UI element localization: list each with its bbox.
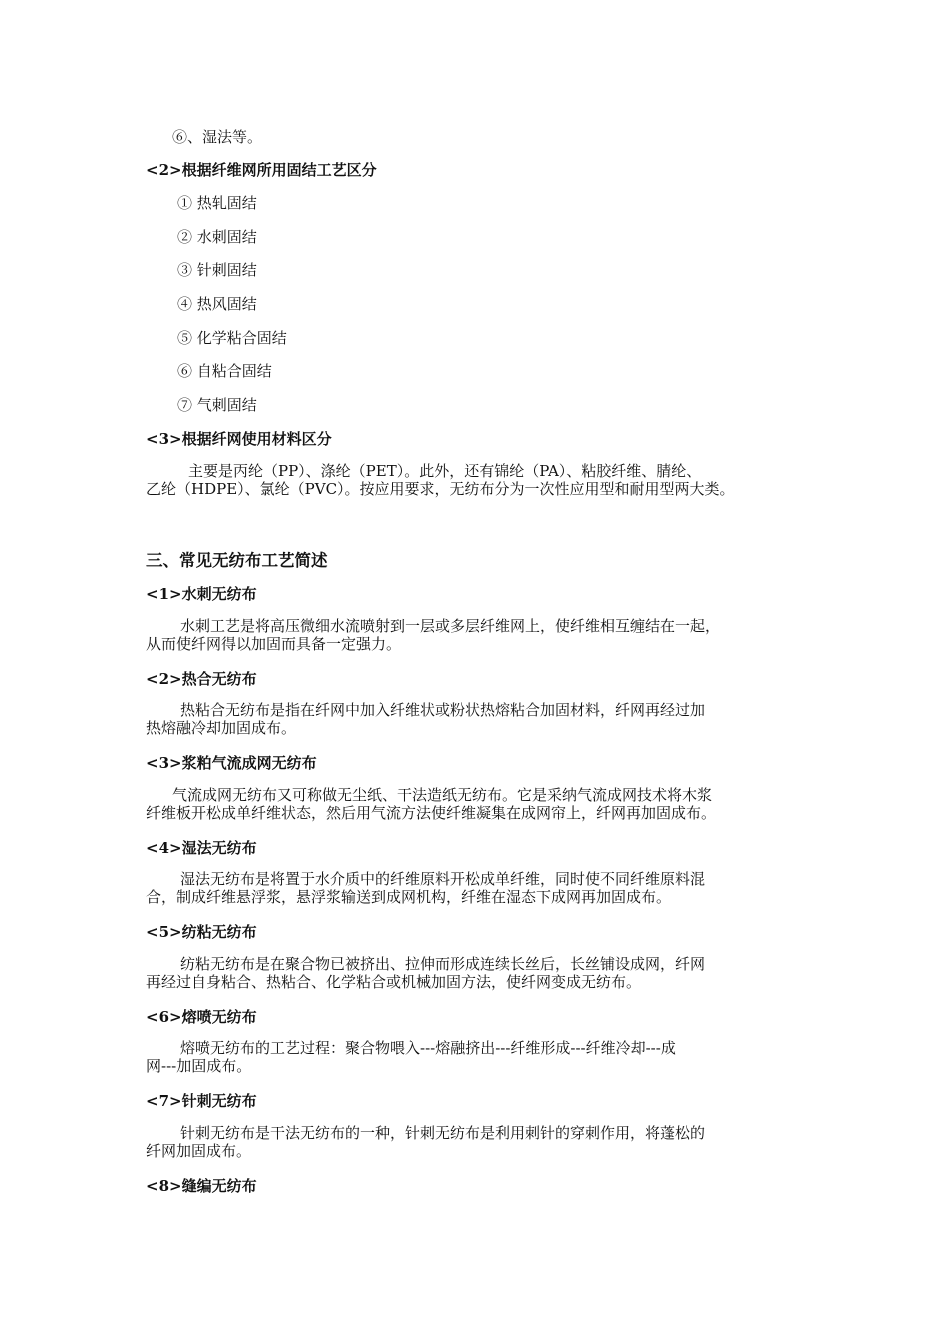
paragraph-line: 热粘合无纺布是指在纤网中加入纤维状或粉状热熔粘合加固材料，纤网再经过加 — [180, 701, 706, 719]
list-item: ⑤ 化学粘合固结 — [177, 329, 287, 347]
list-item: ⑦ 气刺固结 — [177, 396, 257, 414]
section-heading: <2>根据纤维网所用固结工艺区分 — [146, 161, 377, 179]
section-heading: <4>湿法无纺布 — [146, 839, 257, 857]
section-heading: <6>熔喷无纺布 — [146, 1008, 257, 1026]
list-item: ① 热轧固结 — [177, 194, 257, 212]
chapter-heading: 三、常见无纺布工艺简述 — [146, 551, 328, 570]
list-item: ④ 热风固结 — [177, 295, 257, 313]
section-heading: <2>热合无纺布 — [146, 670, 257, 688]
list-item: ③ 针刺固结 — [177, 261, 257, 279]
paragraph-line: 网---加固成布。 — [146, 1057, 252, 1075]
section-heading: <7>针刺无纺布 — [146, 1092, 257, 1110]
paragraph-line: 乙纶（HDPE）、氯纶（PVC）。按应用要求，无纺布分为一次性应用型和耐用型两大类。 — [146, 480, 735, 498]
paragraph-line: 纤维板开松成单纤维状态，然后用气流方法使纤维凝集在成网帘上，纤网再加固成布。 — [146, 804, 717, 822]
paragraph-line: 熔喷无纺布的工艺过程：聚合物喂入---熔融挤出---纤维形成---纤维冷却---成 — [180, 1039, 676, 1057]
paragraph-line: 热熔融冷却加固成布。 — [146, 719, 297, 737]
section-heading: <3>根据纤网使用材料区分 — [146, 430, 332, 448]
paragraph-line: 气流成网无纺布又可称做无尘纸、干法造纸无纺布。它是采纳气流成网技术将木浆 — [172, 786, 713, 804]
paragraph-line: 主要是丙纶（PP）、涤纶（PET）。此外，还有锦纶（PA）、粘胶纤维、腈纶、 — [188, 462, 702, 480]
paragraph-line: 再经过自身粘合、热粘合、化学粘合或机械加固方法，使纤网变成无纺布。 — [146, 973, 642, 991]
paragraph-line: 纺粘无纺布是在聚合物已被挤出、拉伸而形成连续长丝后，长丝铺设成网，纤网 — [180, 955, 706, 973]
paragraph-line: 水刺工艺是将高压微细水流喷射到一层或多层纤维网上，使纤维相互缠结在一起， — [180, 617, 721, 635]
section-heading: <3>浆粕气流成网无纺布 — [146, 754, 317, 772]
section-heading: <8>缝编无纺布 — [146, 1177, 257, 1195]
paragraph-line: 湿法无纺布是将置于水介质中的纤维原料开松成单纤维，同时使不同纤维原料混 — [180, 870, 706, 888]
section-heading: <1>水刺无纺布 — [146, 585, 257, 603]
list-item: ⑥ 自粘合固结 — [177, 362, 272, 380]
section-heading: <5>纺粘无纺布 — [146, 923, 257, 941]
paragraph-line: 从而使纤网得以加固而具备一定强力。 — [146, 635, 402, 653]
paragraph-line: 合，制成纤维悬浮浆，悬浮浆输送到成网机构，纤维在湿态下成网再加固成布。 — [146, 888, 672, 906]
list-item: ⑥、湿法等。 — [172, 128, 263, 146]
paragraph-line: 针刺无纺布是干法无纺布的一种，针刺无纺布是利用刺针的穿刺作用，将蓬松的 — [180, 1124, 706, 1142]
list-item: ② 水刺固结 — [177, 228, 257, 246]
paragraph-line: 纤网加固成布。 — [146, 1142, 252, 1160]
